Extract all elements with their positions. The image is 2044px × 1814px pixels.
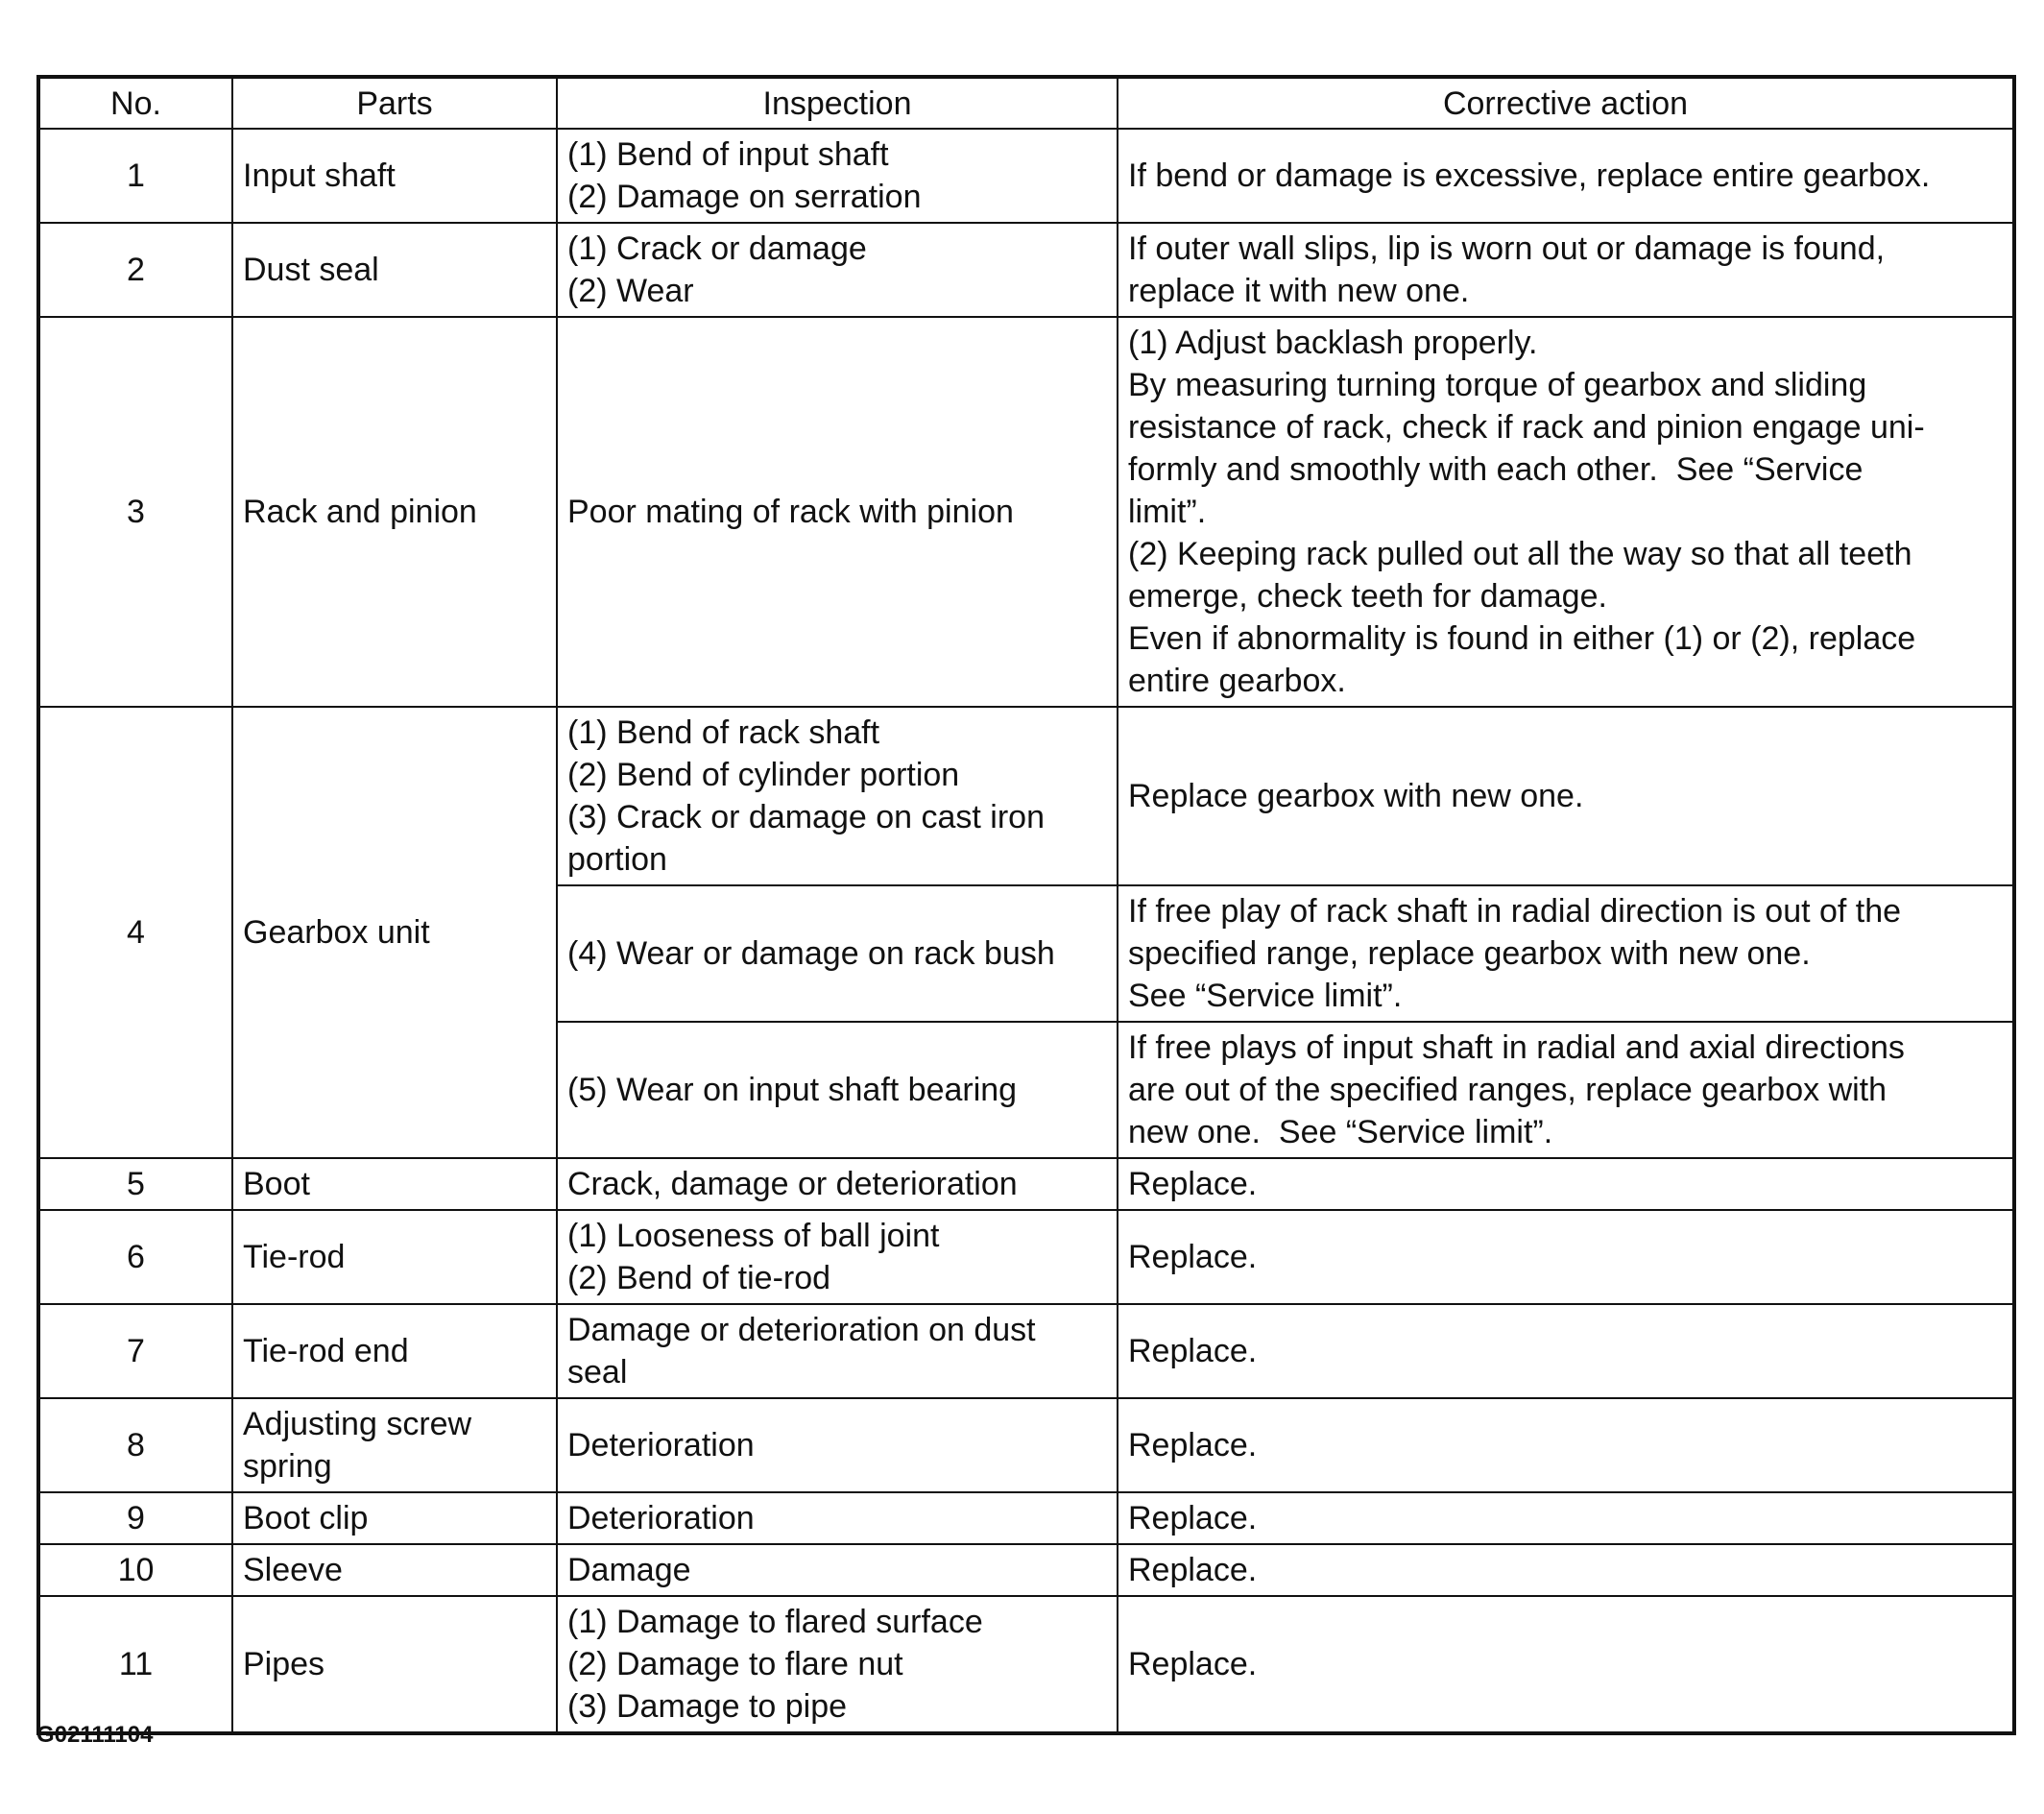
cell-parts-line: Rack and pinion (243, 494, 477, 530)
cell-inspection-line: (1) Looseness of ball joint (567, 1218, 940, 1254)
cell-no (38, 223, 232, 317)
cell-inspection-line: (2) Wear (567, 273, 694, 309)
cell-parts (232, 1304, 557, 1398)
cell-corrective-action (1118, 1544, 2014, 1596)
cell-no-text: 6 (127, 1239, 145, 1275)
header-corrective-action: Corrective action (1118, 77, 2014, 129)
cell-corrective-action (1118, 885, 2014, 1022)
cell-parts-line: Pipes (243, 1646, 325, 1682)
cell-corrective-action-line: If bend or damage is excessive, replace entire gearbox. (1128, 157, 1931, 194)
cell-corrective-action-line: emerge, check teeth for damage. (1128, 578, 1607, 615)
cell-inspection-line: Deterioration (567, 1427, 755, 1463)
cell-corrective-action-line: (2) Keeping rack pulled out all the way so that all teeth (1128, 536, 1912, 572)
cell-no (38, 1210, 232, 1304)
cell-parts-line: Input shaft (243, 157, 396, 194)
header-row (38, 77, 2014, 129)
cell-inspection-line: (1) Damage to flared surface (567, 1604, 983, 1640)
cell-parts (232, 1596, 557, 1733)
table-body (38, 129, 2014, 1733)
cell-inspection (557, 223, 1118, 317)
cell-no-text: 3 (127, 494, 145, 530)
cell-inspection-line: (3) Damage to pipe (567, 1688, 848, 1725)
cell-corrective-action (1118, 1158, 2014, 1210)
cell-inspection-line: Crack, damage or deterioration (567, 1166, 1018, 1202)
cell-corrective-action (1118, 223, 2014, 317)
cell-inspection-line: Damage (567, 1552, 691, 1588)
cell-parts-line: Boot clip (243, 1500, 369, 1536)
inspection-table (36, 75, 2016, 1735)
cell-no (38, 1596, 232, 1733)
cell-no-text: 11 (118, 1646, 154, 1682)
cell-corrective-action-line: formly and smoothly with each other. See “Service (1128, 451, 1864, 488)
cell-corrective-action (1118, 1210, 2014, 1304)
header-inspection: Inspection (557, 77, 1118, 129)
cell-inspection (557, 1210, 1118, 1304)
cell-no-text: 10 (117, 1552, 155, 1588)
cell-no-text: 5 (127, 1166, 145, 1202)
cell-parts-line: Adjusting screw (243, 1406, 472, 1442)
cell-corrective-action-line: new one. See “Service limit”. (1128, 1114, 1553, 1150)
cell-inspection (557, 1492, 1118, 1544)
cell-corrective-action-line: If free plays of input shaft in radial and axial directions (1128, 1029, 1905, 1066)
cell-corrective-action (1118, 317, 2014, 707)
cell-corrective-action-line: By measuring turning torque of gearbox and sliding (1128, 367, 1867, 403)
cell-parts-line: spring (243, 1448, 332, 1485)
cell-inspection-line: (1) Bend of rack shaft (567, 714, 880, 751)
cell-parts (232, 317, 557, 707)
cell-inspection-line: (2) Damage on serration (567, 179, 922, 215)
cell-parts (232, 223, 557, 317)
cell-parts (232, 707, 557, 1158)
cell-no-text: 9 (127, 1500, 145, 1536)
table-row (38, 223, 2014, 317)
cell-no-text: 7 (127, 1333, 145, 1369)
cell-parts (232, 1210, 557, 1304)
cell-no (38, 129, 232, 223)
cell-no (38, 1492, 232, 1544)
cell-no-text: 8 (127, 1427, 145, 1463)
cell-parts (232, 1158, 557, 1210)
cell-parts-line: Tie-rod (243, 1239, 346, 1275)
cell-parts-line: Tie-rod end (243, 1333, 409, 1369)
cell-corrective-action-line: are out of the specified ranges, replace gearbox with (1128, 1072, 1888, 1108)
inspection-table-wrapper (36, 75, 2012, 1735)
cell-inspection-line: portion (567, 841, 667, 878)
cell-corrective-action-line: If outer wall slips, lip is worn out or damage is found, (1128, 230, 1886, 267)
cell-inspection-line: seal (567, 1354, 628, 1391)
cell-inspection (557, 1304, 1118, 1398)
cell-no (38, 1304, 232, 1398)
cell-inspection-line: (1) Bend of input shaft (567, 136, 889, 173)
cell-inspection-line: (3) Crack or damage on cast iron (567, 799, 1045, 835)
cell-inspection (557, 129, 1118, 223)
cell-inspection-line: (1) Crack or damage (567, 230, 867, 267)
cell-inspection-line: Damage or deterioration on dust (567, 1312, 1036, 1348)
cell-inspection-line: (2) Bend of cylinder portion (567, 757, 960, 793)
header-no: No. (38, 77, 232, 129)
cell-parts (232, 1544, 557, 1596)
cell-inspection-line: Poor mating of rack with pinion (567, 494, 1014, 530)
cell-inspection-line: Deterioration (567, 1500, 755, 1536)
cell-corrective-action-line: Replace gearbox with new one. (1128, 778, 1584, 814)
cell-corrective-action (1118, 1492, 2014, 1544)
table-row (38, 1544, 2014, 1596)
cell-no (38, 317, 232, 707)
cell-inspection (557, 885, 1118, 1022)
table-row (38, 129, 2014, 223)
cell-parts (232, 129, 557, 223)
cell-inspection-line: (4) Wear or damage on rack bush (567, 935, 1055, 972)
table-row (38, 1158, 2014, 1210)
cell-corrective-action-line: Replace. (1128, 1239, 1258, 1275)
cell-no (38, 1158, 232, 1210)
cell-corrective-action (1118, 707, 2014, 885)
cell-parts-line: Gearbox unit (243, 914, 430, 951)
cell-corrective-action-line: limit”. (1128, 494, 1207, 530)
cell-inspection (557, 1544, 1118, 1596)
cell-corrective-action (1118, 1596, 2014, 1733)
cell-corrective-action-line: Replace. (1128, 1166, 1258, 1202)
cell-no-text: 2 (127, 252, 145, 288)
cell-inspection-line: (2) Bend of tie-rod (567, 1260, 831, 1296)
table-row (38, 317, 2014, 707)
cell-inspection (557, 1022, 1118, 1158)
cell-corrective-action (1118, 1398, 2014, 1492)
cell-corrective-action-line: (1) Adjust backlash properly. (1128, 325, 1538, 361)
cell-corrective-action-line: entire gearbox. (1128, 663, 1346, 699)
cell-corrective-action-line: specified range, replace gearbox with new one. (1128, 935, 1811, 972)
cell-inspection (557, 317, 1118, 707)
table-row (38, 1398, 2014, 1492)
table-row (38, 707, 2014, 885)
cell-no (38, 1398, 232, 1492)
cell-parts (232, 1492, 557, 1544)
cell-corrective-action-line: Replace. (1128, 1333, 1258, 1369)
cell-corrective-action (1118, 1022, 2014, 1158)
cell-inspection-line: (5) Wear on input shaft bearing (567, 1072, 1018, 1108)
cell-corrective-action-line: If free play of rack shaft in radial direction is out of the (1128, 893, 1902, 930)
cell-no (38, 707, 232, 1158)
cell-inspection (557, 707, 1118, 885)
cell-inspection-line: (2) Damage to flare nut (567, 1646, 903, 1682)
cell-no-text: 1 (127, 157, 145, 194)
cell-corrective-action-line: See “Service limit”. (1128, 978, 1403, 1014)
cell-parts (232, 1398, 557, 1492)
cell-parts-line: Boot (243, 1166, 310, 1202)
cell-corrective-action-line: Replace. (1128, 1500, 1258, 1536)
cell-inspection (557, 1398, 1118, 1492)
cell-parts-line: Dust seal (243, 252, 379, 288)
table-row (38, 1596, 2014, 1733)
cell-inspection (557, 1596, 1118, 1733)
cell-corrective-action (1118, 129, 2014, 223)
table-row (38, 1210, 2014, 1304)
cell-parts-line: Sleeve (243, 1552, 343, 1588)
header-parts: Parts (232, 77, 557, 129)
figure-id: G02111104 (36, 1722, 154, 1748)
cell-no-text: 4 (127, 914, 145, 951)
cell-inspection (557, 1158, 1118, 1210)
cell-corrective-action-line: Replace. (1128, 1552, 1258, 1588)
table-row (38, 1304, 2014, 1398)
cell-corrective-action-line: resistance of rack, check if rack and pinion engage uni- (1128, 409, 1925, 446)
cell-corrective-action-line: Even if abnormality is found in either (1) or (2), replace (1128, 620, 1916, 657)
cell-corrective-action-line: Replace. (1128, 1427, 1258, 1463)
table-row (38, 1492, 2014, 1544)
cell-corrective-action (1118, 1304, 2014, 1398)
cell-corrective-action-line: replace it with new one. (1128, 273, 1470, 309)
cell-no (38, 1544, 232, 1596)
cell-corrective-action-line: Replace. (1128, 1646, 1258, 1682)
